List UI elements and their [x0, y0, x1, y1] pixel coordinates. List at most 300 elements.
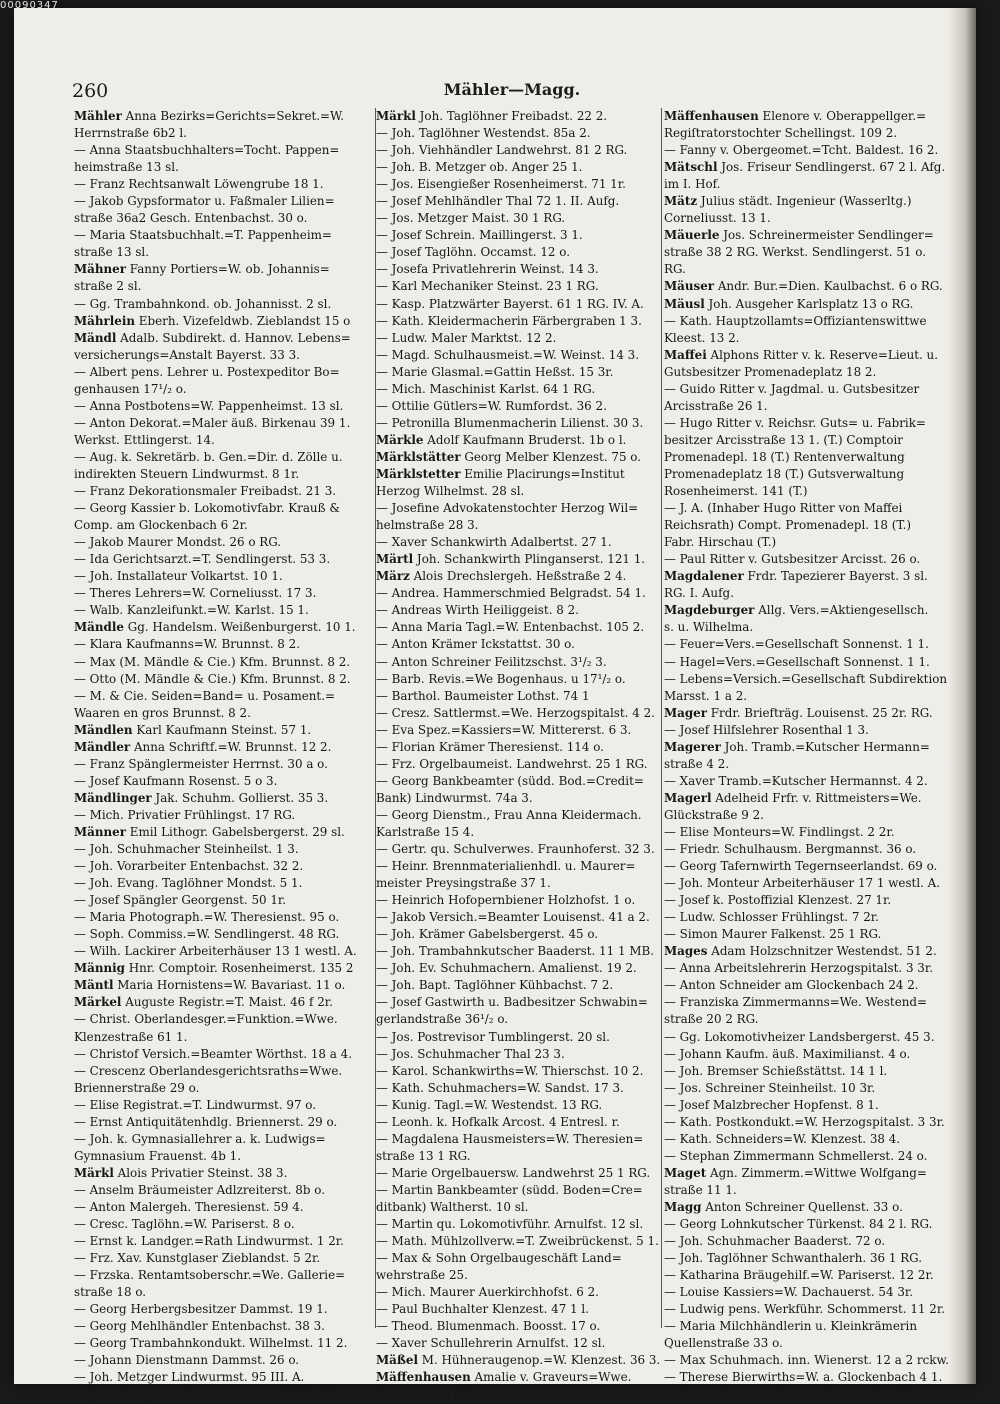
directory-entry-line	[376, 960, 661, 977]
directory-entry-line	[74, 210, 372, 227]
directory-entry-line	[74, 1046, 372, 1063]
entry-text: Jak. Schuhm. Gollierst. 35 3.	[151, 790, 329, 805]
entry-text: genhausen 17¹/₂ o.	[74, 381, 187, 396]
entry-text: Waaren en gros Brunnst. 8 2.	[74, 705, 251, 720]
entry-text: Marsst. 1 a 2.	[664, 688, 748, 703]
directory-entry-line	[74, 705, 372, 722]
directory-entry-line	[664, 1011, 959, 1028]
entry-text: Karl Kaufmann Steinst. 57 1.	[132, 722, 312, 737]
surname-heading: Mändler	[74, 739, 131, 754]
entry-text: — Kath. Schneiders=W. Klenzest. 38 4.	[664, 1131, 901, 1146]
directory-entry-line	[376, 176, 661, 193]
entry-text: Glückstraße 9 2.	[664, 807, 764, 822]
directory-entry-line	[376, 722, 661, 739]
entry-text: — Otto (M. Mändle & Cie.) Kfm. Brunnst. 8 2.	[74, 671, 351, 686]
entry-text: — Frz. Orgelbaumeist. Landwehrst. 25 1 RG.	[376, 756, 648, 771]
entry-text: — Franz Dekorationsmaler Freibadst. 21 3.	[74, 484, 337, 499]
entry-text: — Therese Bierwirths=W. a. Glockenbach 4 1.	[664, 1370, 943, 1385]
entry-text: — Jos. Schreiner Steinheilst. 10 3r.	[664, 1080, 876, 1095]
entry-text: — Florian Krämer Theresienst. 114 o.	[376, 739, 604, 754]
scan-id: 00090347	[0, 0, 59, 11]
entry-text: Gutsbesitzer Promenadeplatz 18 2.	[664, 364, 877, 379]
directory-entry-line	[376, 705, 661, 722]
directory-entry-line	[664, 159, 959, 176]
directory-entry-line	[74, 176, 372, 193]
directory-entry-line	[376, 500, 661, 517]
directory-entry-line	[74, 551, 372, 568]
entry-text: — Georg Trambahnkondukt. Wilhelmst. 11 2.	[74, 1336, 348, 1351]
entry-text: — Ludwig pens. Werkführ. Schommerst. 11 2r.	[664, 1302, 945, 1317]
entry-text: — Josef Spängler Georgenst. 50 1r.	[74, 893, 287, 908]
entry-text: — Paul Buchhalter Klenzest. 47 1 l.	[376, 1302, 589, 1317]
entry-text: — Katharina Bräugehilf.=W. Pariserst. 12 2r.	[664, 1268, 934, 1283]
entry-text: — Kath. Postkondukt.=W. Herzogspitalst. 3 3r.	[664, 1114, 945, 1129]
surname-heading: Mäuerle	[664, 228, 720, 243]
entry-text: — Josef Hilfslehrer Rosenthal 1 3.	[664, 722, 869, 737]
entry-text: — Ludw. Maler Marktst. 12 2.	[376, 330, 557, 345]
directory-entry-line	[376, 756, 661, 773]
entry-text: — Xaver Schullehrerin Arnulfst. 12 sl.	[376, 1336, 606, 1351]
directory-entry-line	[664, 568, 959, 585]
directory-entry-line	[664, 347, 959, 364]
directory-entry-line	[74, 296, 372, 313]
directory-entry-line	[664, 705, 959, 722]
page-header	[72, 80, 952, 104]
directory-entry-line	[74, 722, 372, 739]
directory-entry-line	[376, 739, 661, 756]
entry-text: — Franz Rechtsanwalt Löwengrube 18 1.	[74, 177, 324, 192]
directory-entry-line	[376, 1387, 661, 1404]
entry-text: — Xaver Schankwirth Adalbertst. 27 1.	[376, 535, 612, 550]
entry-text: — Gg. Lokomotivheizer Landsbergerst. 45 3.	[664, 1029, 935, 1044]
surname-heading: Mager	[664, 705, 708, 720]
directory-entry-line	[376, 875, 661, 892]
directory-entry-line	[664, 1029, 959, 1046]
directory-entry-line	[74, 739, 372, 756]
directory-entry-line	[74, 466, 372, 483]
entry-text: Joh. Taglöhner Freibadst. 22 2.	[415, 109, 608, 123]
directory-entry-line	[74, 602, 372, 619]
directory-entry-line	[74, 568, 372, 585]
entry-text: Adelheid Frfr. v. Rittmeisters=We.	[711, 790, 922, 805]
directory-entry-line	[74, 1165, 372, 1182]
entry-text: Elenore v. Oberappellger.=	[758, 109, 927, 123]
directory-entry-line	[664, 1284, 959, 1301]
entry-text: — J. A. (Inhaber Hugo Ritter von Maffei	[664, 501, 903, 516]
entry-text: — Joh. Installateur Volkartst. 10 1.	[74, 569, 283, 584]
entry-text: — Georg Mehlhändler Entenbachst. 38 3.	[74, 1319, 325, 1334]
surname-heading: Männig	[74, 961, 125, 976]
entry-text: — Kath. Schuhmachers=W. Sandst. 17 3.	[376, 1080, 624, 1095]
directory-entry-line	[74, 654, 372, 671]
entry-text: wehrstraße 25.	[376, 1268, 468, 1283]
entry-text: Alphons Ritter v. k. Reserve=Lieut. u.	[706, 347, 938, 362]
directory-entry-line	[376, 602, 661, 619]
entry-text: — Martin qu. Lokomotivführ. Arnulfst. 12 sl.	[376, 1217, 644, 1232]
entry-text: — Max & Sohn Orgelbaugeschäft Land=	[376, 1251, 622, 1266]
entry-text: Joh. Schankwirth Plinganserst. 121 1.	[413, 552, 646, 567]
directory-entry-line	[74, 142, 372, 159]
entry-text: Auguste Registr.=T. Maist. 46 f 2r.	[121, 995, 333, 1010]
entry-text: — Josefine Advokatenstochter Herzog Wil=	[376, 501, 639, 516]
entry-text: heimstraße 13 sl.	[74, 160, 179, 175]
entry-text: — Jos. Eisengießer Rosenheimerst. 71 1r.	[376, 177, 626, 192]
entry-text: — Barb. Revis.=We Bogenhaus. u 17¹/₂ o.	[376, 671, 626, 686]
entry-text: — Maria Photograph.=W. Theresienst. 95 o.	[74, 910, 340, 925]
surname-heading: Mätz	[664, 194, 698, 209]
directory-entry-line	[664, 1063, 959, 1080]
entry-text: — Joh. Viehhändler Landwehrst. 81 2 RG.	[376, 143, 628, 158]
entry-text: Maria Hornistens=W. Bavariast. 11 o.	[113, 978, 346, 993]
entry-text: Arcisstraße 26 1.	[664, 398, 768, 413]
directory-entry-line	[74, 278, 372, 295]
directory-entry-line	[376, 807, 661, 824]
entry-text: straße 38 2 RG. Werkst. Sendlingerst. 51 o.	[664, 245, 926, 260]
directory-entry-line	[376, 381, 661, 398]
directory-entry-line	[376, 432, 661, 449]
directory-entry-line	[74, 398, 372, 415]
directory-entry-line	[376, 892, 661, 909]
entry-text: — Frzska. Rentamtsoberschr.=We. Gallerie=	[74, 1268, 346, 1283]
entry-text: Hnr. Comptoir. Rosenheimerst. 135 2	[125, 961, 354, 976]
entry-text: — Albert pens. Lehrer u. Postexpeditor Bo=	[74, 364, 340, 379]
entry-text: — Hagel=Vers.=Gesellschaft Sonnenst. 1 1.	[664, 654, 930, 669]
surname-heading: Märtl	[376, 552, 414, 567]
directory-entry-line	[376, 1148, 661, 1165]
directory-entry-line	[376, 585, 661, 602]
entry-text: — Petronilla Blumenmacherin Lilienst. 30 3.	[376, 415, 644, 430]
surname-heading: März	[376, 569, 410, 584]
directory-entry-line	[664, 517, 959, 534]
directory-entry-line	[376, 1233, 661, 1250]
page-sheet	[14, 8, 976, 1402]
directory-entry-line	[376, 943, 661, 960]
directory-entry-line	[664, 892, 959, 909]
entry-text: — Joh. Taglöhner Schwanthalerh. 36 1 RG.	[664, 1251, 923, 1266]
directory-entry-line	[664, 210, 959, 227]
entry-text: — Mich. Privatier Frühlingst. 17 RG.	[74, 807, 296, 822]
directory-entry-line	[664, 296, 959, 313]
entry-text: Kreuzstraße 8 4.	[376, 1387, 477, 1402]
directory-entry-line	[664, 1148, 959, 1165]
directory-entry-line	[376, 994, 661, 1011]
entry-text: versicherungs=Anstalt Bayerst. 33 3.	[74, 347, 300, 362]
running-head: Mähler—Magg.	[443, 80, 581, 99]
directory-entry-line	[664, 432, 959, 449]
directory-entry-line	[664, 841, 959, 858]
directory-entry-line	[376, 278, 661, 295]
directory-entry-line	[664, 1267, 959, 1284]
entry-text: — Joh. Evang. Taglöhner Mondst. 5 1.	[74, 876, 303, 891]
directory-entry-line	[376, 159, 661, 176]
entry-text: — Simon Maurer Falkenst. 25 1 RG.	[664, 927, 882, 942]
directory-entry-line	[664, 1080, 959, 1097]
entry-text: Fabr. Hirschau (T.)	[664, 535, 777, 550]
entry-text: — Mich. Maurer Auerkirchhofst. 6 2.	[376, 1285, 599, 1300]
entry-text: — Max Schuhmach. inn. Wienerst. 12 a 2 rckw.	[664, 1353, 950, 1368]
entry-text: — Karl Mechaniker Steinst. 23 1 RG.	[376, 279, 599, 294]
entry-text: — Christof Versich.=Beamter Wörthst. 18 a 4.	[74, 1046, 352, 1061]
entry-text: — Magd. Schulhausmeist.=W. Weinst. 14 3.	[376, 347, 640, 362]
surname-heading: Magg	[664, 1200, 702, 1214]
directory-entry-line	[664, 398, 959, 415]
entry-text: — Joh. Krämer Gabelsbergerst. 45 o.	[376, 927, 599, 942]
directory-entry-line	[664, 602, 959, 619]
entry-text: — Anna Staatsbuchhalters=Tocht. Pappen=	[74, 143, 340, 158]
directory-entry-line	[74, 432, 372, 449]
directory-entry-line	[376, 142, 661, 159]
directory-entry-line	[74, 330, 372, 347]
entry-text: — Marie Orgelbauersw. Landwehrst 25 1 RG.	[376, 1165, 651, 1180]
directory-entry-line	[74, 1335, 372, 1352]
directory-entry-line	[664, 1046, 959, 1063]
surname-heading: Mages	[664, 944, 708, 959]
entry-text: Eberh. Vizefeldwb. Zieblandst 15 o	[135, 313, 351, 328]
directory-entry-line	[664, 926, 959, 943]
entry-text: — Theod. Blumenmach. Boosst. 17 o.	[376, 1319, 601, 1334]
surname-heading: Mäßel	[376, 1353, 418, 1368]
entry-text: Promenadepl. 18 (T.) Rentenverwaltung	[664, 449, 905, 464]
directory-entry-line	[74, 534, 372, 551]
directory-entry-line	[74, 244, 372, 261]
entry-text: — Anton Dekorat.=Maler äuß. Birkenau 39 1.	[74, 415, 351, 430]
directory-entry-line	[376, 1199, 661, 1216]
entry-text: — Cresz. Sattlermst.=We. Herzogspitalst. 4 2.	[376, 705, 655, 720]
surname-heading: Märkel	[74, 995, 122, 1010]
entry-text: — Xaver Tramb.=Kutscher Hermannst. 4 2.	[664, 773, 928, 788]
entry-text: helmstraße 28 3.	[376, 518, 479, 533]
entry-text: — Leonh. k. Hofkalk Arcost. 4 Entresl. r.	[376, 1114, 620, 1129]
entry-text: Alois Privatier Steinst. 38 3.	[113, 1165, 288, 1180]
entry-text: Klenzestraße 61 1.	[74, 1029, 188, 1044]
surname-heading: Märklstetter	[376, 466, 461, 481]
directory-entry-line	[376, 1267, 661, 1284]
directory-entry-line	[74, 773, 372, 790]
directory-entry-line	[376, 551, 661, 568]
entry-text: straße 11 1.	[664, 1182, 737, 1197]
directory-entry-line	[74, 1097, 372, 1114]
directory-entry-line	[664, 1097, 959, 1114]
surname-heading: Mährlein	[74, 313, 136, 328]
surname-heading: Mäffenhausen	[664, 109, 759, 123]
directory-entry-line	[376, 636, 661, 653]
directory-entry-line	[74, 994, 372, 1011]
directory-entry-line	[74, 1182, 372, 1199]
directory-entry-line	[74, 875, 372, 892]
entry-text: — Magdalena Hausmeisters=W. Theresien=	[376, 1131, 644, 1146]
directory-entry-line	[376, 1318, 661, 1335]
directory-entry-line	[376, 364, 661, 381]
entry-text: Fanny Portiers=W. ob. Johannis=	[126, 262, 330, 277]
entry-text: Jos. Friseur Sendlingerst. 67 2 l. Afg.	[717, 160, 946, 175]
directory-entry-line	[664, 1165, 959, 1182]
directory-entry-line	[664, 688, 959, 705]
entry-text: — Joh. Bapt. Taglöhner Kühbachst. 7 2.	[376, 978, 614, 993]
entry-text: Karlstraße 15 4.	[376, 824, 475, 839]
directory-entry-line	[664, 756, 959, 773]
entry-text: straße 2 sl.	[74, 279, 142, 294]
entry-text: Rosenheimerst. 141 (T.)	[664, 484, 808, 499]
entry-text: straße 18 o.	[74, 1285, 147, 1300]
entry-text: — Georg Lohnkutscher Türkenst. 84 2 l. RG.	[664, 1217, 933, 1232]
directory-entry-line	[664, 824, 959, 841]
directory-entry-line	[376, 193, 661, 210]
entry-text: Frdr. Tapezierer Bayerst. 3 sl.	[743, 569, 928, 584]
entry-text: — Josefa Privatlehrerin Weinst. 14 3.	[376, 262, 599, 277]
directory-entry-line	[376, 296, 661, 313]
directory-entry-line	[664, 875, 959, 892]
entry-text: — Andrea. Hammerschmied Belgradst. 54 1.	[376, 586, 646, 601]
directory-entry-line	[664, 585, 959, 602]
directory-entry-line	[664, 1318, 959, 1335]
entry-text: — Josef Schrein. Maillingerst. 3 1.	[376, 228, 583, 243]
entry-text: Adam Holzschnitzer Westendst. 51 2.	[707, 944, 937, 959]
directory-entry-line	[74, 1199, 372, 1216]
directory-entry-line	[74, 1233, 372, 1250]
entry-text: — Guido Ritter v. Jagdmal. u. Gutsbesitzer	[664, 381, 920, 396]
column-rule	[661, 108, 662, 1328]
directory-entry-line	[74, 1387, 372, 1404]
directory-entry-line	[664, 1233, 959, 1250]
entry-text: — M. & Cie. Seiden=Band= u. Posament.=	[74, 688, 335, 703]
entry-text: — Hugo Ritter v. Reichsr. Guts= u. Fabrik=	[664, 415, 926, 430]
directory-entry-line	[376, 244, 661, 261]
surname-heading: Mäntl	[74, 978, 114, 993]
directory-entry-line	[664, 330, 959, 347]
entry-text: — Karol. Schankwirths=W. Thierschst. 10 2.	[376, 1063, 644, 1078]
entry-text: — Georg Dienstm., Frau Anna Kleidermach.	[376, 807, 642, 822]
entry-text: — Joh. Oberjäger Rosenheimerst. 123 2 RG.	[74, 1387, 340, 1402]
directory-entry-line	[376, 1284, 661, 1301]
surname-heading: Mäffenhausen	[376, 1370, 471, 1385]
entry-text: — Joh. Ev. Schuhmachern. Amalienst. 19 2.	[376, 961, 637, 976]
surname-heading: Magdalener	[664, 569, 744, 584]
directory-entry-line	[664, 278, 959, 295]
directory-entry-line	[74, 1318, 372, 1335]
entry-text: Agn. Zimmerm.=Wittwe Wolfgang=	[706, 1165, 927, 1180]
entry-text: — Anton Schreiner Feilitzschst. 3¹/₂ 3.	[376, 654, 607, 669]
directory-entry-line	[74, 159, 372, 176]
directory-entry-line	[74, 909, 372, 926]
directory-entry-line	[376, 466, 661, 483]
directory-entry-line	[74, 1216, 372, 1233]
entry-text: straße 36a2 Gesch. Entenbachst. 30 o.	[74, 211, 308, 226]
entry-text: — Josef Kaufmann Rosenst. 5 o 3.	[74, 773, 278, 788]
surname-heading: Mändle	[74, 620, 124, 635]
entry-text: — Georg Herbergsbesitzer Dammst. 19 1.	[74, 1302, 328, 1317]
surname-heading: Maget	[664, 1165, 707, 1180]
entry-text: — Elise Monteurs=W. Findlingst. 2 2r.	[664, 824, 895, 839]
directory-entry-line	[376, 1182, 661, 1199]
directory-entry-line	[376, 347, 661, 364]
directory-entry-line	[376, 1029, 661, 1046]
entry-text: — Joh. Schuhmacher Baaderst. 72 o.	[664, 1234, 886, 1249]
entry-text: Corneliusst. 13 1.	[664, 211, 771, 226]
directory-entry-line	[664, 261, 959, 278]
entry-text: M. Hühneraugenop.=W. Klenzest. 36 3.	[417, 1353, 661, 1368]
surname-heading: Mätschl	[664, 160, 718, 175]
directory-entry-line	[74, 977, 372, 994]
entry-text: Georg Melber Klenzest. 75 o.	[460, 449, 642, 464]
directory-entry-line	[74, 841, 372, 858]
entry-text: Anton Schreiner Quellenst. 33 o.	[701, 1200, 903, 1214]
entry-text: — Ottilie Gütlers=W. Rumfordst. 36 2.	[376, 398, 607, 413]
directory-entry-line	[74, 756, 372, 773]
entry-text: — Ludw. Schlosser Frühlingst. 7 2r.	[664, 910, 879, 925]
surname-heading: Magdeburger	[664, 603, 755, 618]
entry-text: — Jakob Maurer Mondst. 26 o RG.	[74, 535, 282, 550]
directory-entry-line	[664, 534, 959, 551]
entry-text: — Ernst k. Landger.=Rath Lindwurmst. 1 2r.	[74, 1234, 344, 1249]
entry-text: — Franziska Zimmermanns=We. Westend=	[664, 995, 927, 1010]
directory-entry-line	[74, 483, 372, 500]
entry-text: — Anton Schneider am Glockenbach 24 2.	[664, 978, 919, 993]
entry-text: Bank) Lindwurmst. 74a 3.	[376, 790, 533, 805]
directory-entry-line	[74, 1080, 372, 1097]
entry-text: — Eva Spez.=Kassiers=W. Mittererst. 6 3.	[376, 722, 632, 737]
directory-entry-line	[376, 858, 661, 875]
directory-entry-line	[376, 1216, 661, 1233]
directory-entry-line	[664, 739, 959, 756]
entry-text: — Ernst Antiquitätenhdlg. Briennerst. 29 o.	[74, 1114, 338, 1129]
directory-entry-line	[74, 449, 372, 466]
entry-text: Emilie Placirungs=Institut	[460, 466, 625, 481]
entry-text: Allg. Vers.=Aktiengesellsch.	[754, 603, 929, 618]
entry-text: — Wilh. Lackirer Arbeiterhäuser 13 1 westl. A.	[74, 944, 357, 959]
directory-entry-line	[74, 1029, 372, 1046]
entry-text: — Max (M. Mändle & Cie.) Kfm. Brunnst. 8 2.	[74, 654, 351, 669]
directory-entry-line	[664, 994, 959, 1011]
surname-heading: Mändlen	[74, 722, 133, 737]
directory-entry-line	[376, 1097, 661, 1114]
directory-entry-line	[664, 1199, 959, 1216]
directory-entry-line	[664, 551, 959, 568]
entry-text: Frdr. Briefträg. Louisenst. 25 2r. RG.	[707, 705, 933, 720]
entry-text: — Kath. Hauptzollamts=Offiziantenswittwe	[664, 313, 927, 328]
entry-text: — Ida Gerichtsarzt.=T. Sendlingerst. 53 3.	[74, 552, 331, 567]
page-number: 260	[72, 80, 109, 102]
directory-entry-line	[664, 1335, 959, 1352]
entry-text: Adolf Kaufmann Bruderst. 1b o l.	[423, 432, 627, 447]
directory-entry-line	[664, 977, 959, 994]
entry-text: — Maria Staatsbuchhalt.=T. Pappenheim=	[74, 228, 332, 243]
entry-text: — Joh. Taglöhner Westendst. 85a 2.	[376, 126, 591, 141]
entry-text: — Stephan Zimmermann Schmellerst. 24 o.	[664, 1148, 928, 1163]
directory-entry-line	[376, 398, 661, 415]
directory-entry-line	[376, 108, 661, 125]
entry-text: indirekten Steuern Lindwurmst. 8 1r.	[74, 466, 300, 481]
directory-entry-line	[664, 1250, 959, 1267]
column-3	[664, 108, 959, 1404]
directory-entry-line	[664, 654, 959, 671]
directory-entry-line	[376, 1131, 661, 1148]
entry-text: — Heinr. Brennmaterialienhdl. u. Maurer=	[376, 859, 636, 874]
directory-entry-line	[74, 313, 372, 330]
entry-text: — Crescenz Oberlandesgerichtsraths=Wwe.	[74, 1063, 343, 1078]
entry-text: — Gg. Trambahnkond. ob. Johannisst. 2 sl.	[74, 296, 332, 311]
directory-entry-line	[74, 500, 372, 517]
entry-text: — Math. Mühlzollverw.=T. Zweibrückenst. 5 1.	[376, 1234, 659, 1249]
directory-entry-line	[664, 722, 959, 739]
directory-entry-line	[74, 926, 372, 943]
directory-entry-line	[376, 1301, 661, 1318]
entry-text: ditbank) Waltherst. 10 sl.	[376, 1200, 529, 1214]
entry-text: — Christ. Oberlandesger.=Funktion.=Wwe.	[74, 1012, 338, 1027]
surname-heading: Märkl	[376, 109, 416, 123]
entry-text: — Josef k. Postoffizial Klenzest. 27 1r.	[664, 893, 892, 908]
directory-entry-line	[664, 773, 959, 790]
directory-entry-line	[664, 381, 959, 398]
